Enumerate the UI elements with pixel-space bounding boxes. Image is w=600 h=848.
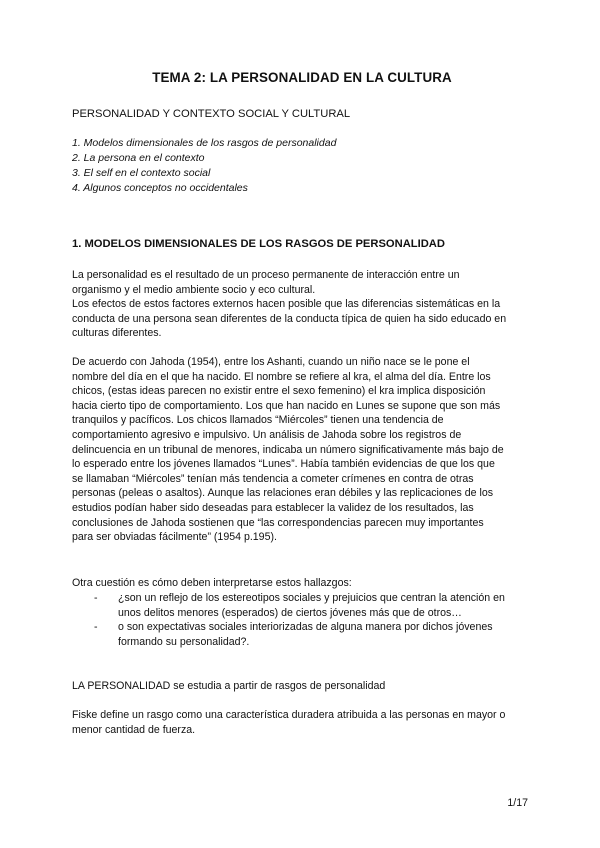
toc-item: 4. Algunos conceptos no occidentales	[72, 182, 248, 194]
paragraph-5	[72, 708, 532, 737]
text-line: menor cantidad de fuerza.	[72, 723, 196, 736]
toc-item: 1. Modelos dimensionales de los rasgos de personalidad	[72, 137, 337, 149]
paragraph-2	[72, 355, 532, 545]
list-item	[72, 591, 532, 620]
text-line: formando su personalidad?.	[118, 635, 250, 648]
text-line: estudios podían haber sido deseadas para establecer la validez de los resultados, las	[72, 501, 474, 514]
bullet-list	[72, 591, 532, 649]
toc-item: 2. La persona en el contexto	[72, 152, 205, 164]
table-of-contents	[72, 136, 336, 196]
text-line: nombre del día en el que ha nacido. El nombre se refiere al kra, el alma del día. Entre los	[72, 370, 491, 383]
text-line: chicos, (estas ideas parecen no existir entre el sexo femenino) el kra implica disposición	[72, 385, 486, 398]
text-line: culturas diferentes.	[72, 327, 162, 340]
text-line: Otra cuestión es cómo deben interpretarse estos hallazgos:	[72, 577, 352, 589]
text-line: La personalidad es el resultado de un proceso permanente de interacción entre un	[72, 269, 460, 281]
text-line: LA PERSONALIDAD se estudia a partir de rasgos de personalidad	[72, 680, 386, 692]
paragraph-1	[72, 268, 532, 341]
text-line: comportamiento agresivo e impulsivo. Un análisis de Jahoda sobre los registros de	[72, 428, 462, 441]
text-line: conclusiones de Jahoda sostienen que “las correspondencias parecen muy importantes	[72, 516, 484, 529]
text-line: hacia cierto tipo de comportamiento. Los que han nacido en Lunes se supone que son más	[72, 399, 501, 412]
text-line: conducta de una persona sean diferentes de la conducta típica de quien ha sido educado en	[72, 312, 507, 325]
text-line: organismo y el medio ambiente socio y eco cultural.	[72, 283, 316, 296]
heading-1: 1. MODELOS DIMENSIONALES DE LOS RASGOS DE PERSONALIDAD	[72, 238, 445, 250]
list-item	[72, 620, 532, 649]
paragraph-4	[72, 679, 532, 694]
text-line: o son expectativas sociales interiorizadas de alguna manera por dichos jóvenes	[118, 621, 493, 634]
text-line: lo esperado entre los jóvenes llamados “Lunes”. Había también evidencias de que los que	[72, 458, 495, 471]
paragraph-3	[72, 576, 532, 591]
page-title: TEMA 2: LA PERSONALIDAD EN LA CULTURA	[152, 70, 452, 85]
text-line: De acuerdo con Jahoda (1954), entre los Ashanti, cuando un niño nace se le pone el	[72, 356, 470, 368]
page-number: 1/17	[507, 797, 528, 809]
text-line: se llamaban “Miércoles” tenían más tendencia a cometer crímenes en contra de otras	[72, 472, 474, 485]
text-line: Fiske define un rasgo como una característica duradera atribuida a las personas en mayor o	[72, 709, 506, 721]
text-line: personas (peleas o asaltos). Aunque las relaciones eran débiles y las replicaciones de los	[72, 487, 494, 500]
text-line: unos delitos menores (esperados) de ciertos jóvenes más que de otros…	[118, 606, 462, 619]
bullet-dash: -	[94, 592, 98, 604]
text-line: Los efectos de estos factores externos hacen posible que las diferencias sistemáticas en la	[72, 298, 501, 311]
section-heading: PERSONALIDAD Y CONTEXTO SOCIAL Y CULTURAL	[72, 108, 351, 120]
toc-item: 3. El self en el contexto social	[72, 167, 211, 179]
text-line: delincuencia en un tribunal de menores, indicaba un número significativamente más bajo de	[72, 443, 504, 456]
text-line: ¿son un reflejo de los estereotipos sociales y prejuicios que centran la atención en	[118, 592, 505, 604]
text-line: tranquilos y pacíficos. Los chicos llamados “Miércoles” tienen una tendencia de	[72, 414, 444, 427]
bullet-dash: -	[94, 621, 98, 634]
text-line: para ser obviadas fácilmente” (1954 p.195).	[72, 531, 277, 544]
